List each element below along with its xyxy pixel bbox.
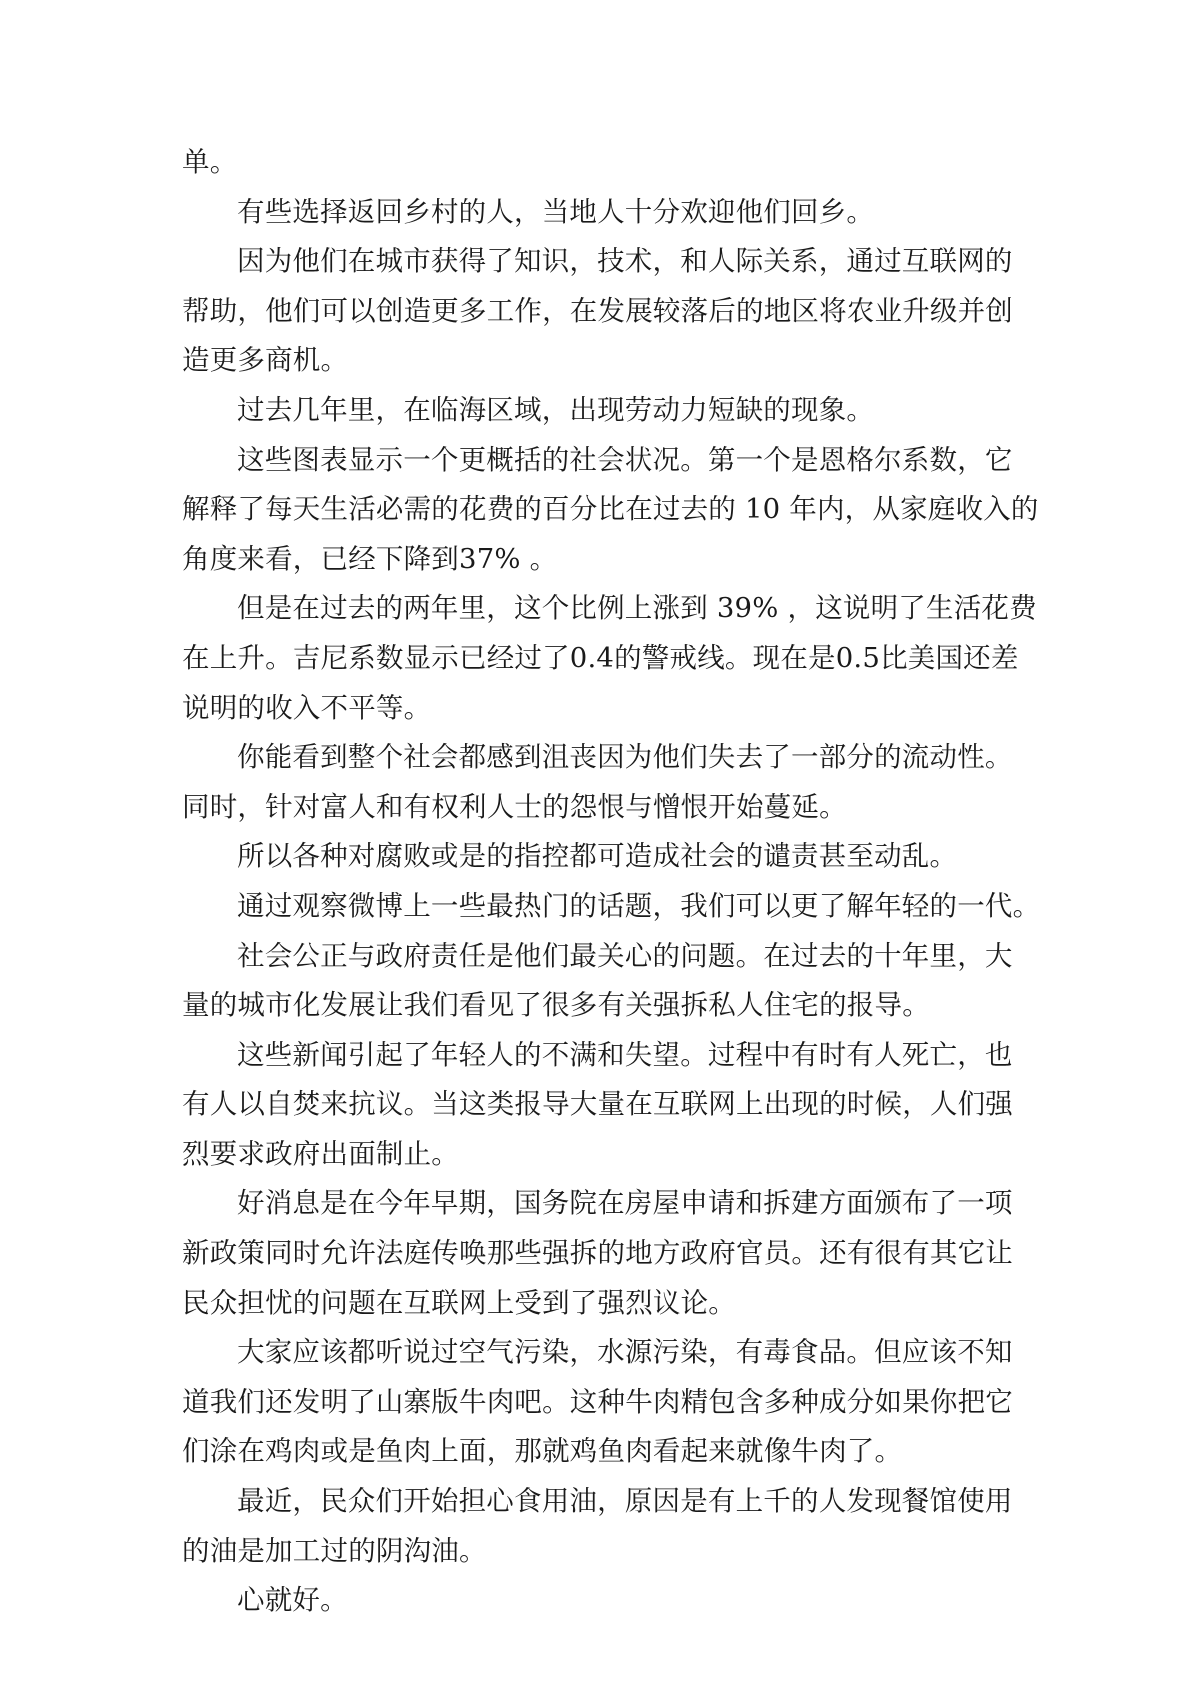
paragraph-line: 你能看到整个社会都感到沮丧因为他们失去了一部分的流动性。 xyxy=(237,741,1013,774)
paragraph-line: 造更多商机。 xyxy=(182,344,349,377)
paragraph-line: 这些新闻引起了年轻人的不满和失望。过程中有时有人死亡，也 xyxy=(237,1038,1013,1071)
paragraph-line: 单。 xyxy=(182,146,238,178)
paragraph-line: 民众担忧的问题在互联网上受到了强烈议论。 xyxy=(182,1286,736,1319)
paragraph-line: 帮助，他们可以创造更多工作，在发展较落后的地区将农业升级并创 xyxy=(182,294,1013,327)
paragraph xyxy=(182,1477,1022,1576)
paragraph-line: 新政策同时允许法庭传唤那些强拆的地方政府官员。还有很有其它让 xyxy=(182,1237,1013,1270)
paragraph xyxy=(182,436,1039,585)
paragraph-line: 好消息是在今年早期，国务院在房屋申请和拆建方面颁布了一项 xyxy=(237,1187,1013,1220)
paragraph xyxy=(182,1031,1022,1180)
paragraph-line: 大家应该都听说过空气污染，水源污染，有毒食品。但应该不知 xyxy=(237,1336,1013,1369)
paragraph-line: 说明的收入不平等。 xyxy=(182,691,432,724)
paragraph-line: 的油是加工过的阴沟油。 xyxy=(182,1534,487,1567)
paragraph-line: 们涂在鸡肉或是鱼肉上面，那就鸡鱼肉看起来就像牛肉了。 xyxy=(182,1435,903,1468)
paragraph-line: 量的城市化发展让我们看见了很多有关强拆私人住宅的报导。 xyxy=(182,989,930,1022)
paragraph xyxy=(182,832,1022,882)
paragraph xyxy=(182,882,1041,932)
paragraph-line: 这些图表显示一个更概括的社会状况。第一个是恩格尔系数，它 xyxy=(237,443,1013,476)
paragraph-line: 过去几年里，在临海区域，出现劳动力短缺的现象。 xyxy=(237,393,875,426)
paragraph xyxy=(182,237,1022,386)
paragraph-line: 烈要求政府出面制止。 xyxy=(182,1137,459,1170)
paragraph-line: 角度来看，已经下降到37% 。 xyxy=(182,542,558,575)
paragraph-line: 社会公正与政府责任是他们最关心的问题。在过去的十年里，大 xyxy=(237,939,1013,972)
paragraph-line: 在上升。吉尼系数显示已经过了0.4的警戒线。现在是0.5比美国还差 xyxy=(182,641,1019,674)
paragraph-line: 但是在过去的两年里，这个比例上涨到 39% ，这说明了生活花费 xyxy=(237,592,1037,625)
paragraph-line: 最近，民众们开始担心食用油，原因是有上千的人发现餐馆使用 xyxy=(237,1485,1013,1518)
paragraph xyxy=(182,733,1022,832)
paragraph-line: 所以各种对腐败或是的指控都可造成社会的谴责甚至动乱。 xyxy=(237,840,958,873)
paragraph-line: 同时，针对富人和有权利人士的怨恨与憎恨开始蔓延。 xyxy=(182,790,847,823)
paragraph xyxy=(182,584,1037,733)
paragraph-line: 有人以自焚来抗议。当这类报导大量在互联网上出现的时候，人们强 xyxy=(182,1088,1013,1121)
paragraph xyxy=(182,1179,1022,1328)
paragraph-list xyxy=(182,138,1041,1626)
document-body xyxy=(182,138,1041,1626)
paragraph-line: 解释了每天生活必需的花费的百分比在过去的 10 年内，从家庭收入的 xyxy=(182,493,1039,526)
paragraph-line: 心就好。 xyxy=(237,1584,348,1617)
paragraph xyxy=(182,1576,1022,1626)
paragraph xyxy=(182,386,1022,436)
paragraph-line: 道我们还发明了山寨版牛肉吧。这种牛肉精包含多种成分如果你把它 xyxy=(182,1385,1013,1418)
paragraph xyxy=(182,138,1022,188)
paragraph-line: 有些选择返回乡村的人，当地人十分欢迎他们回乡。 xyxy=(237,195,875,228)
paragraph-line: 通过观察微博上一些最热门的话题，我们可以更了解年轻的一代。 xyxy=(237,889,1041,922)
paragraph xyxy=(182,1328,1022,1477)
paragraph xyxy=(182,932,1022,1031)
paragraph-line: 因为他们在城市获得了知识，技术，和人际关系，通过互联网的 xyxy=(237,245,1013,278)
paragraph xyxy=(182,188,1022,238)
